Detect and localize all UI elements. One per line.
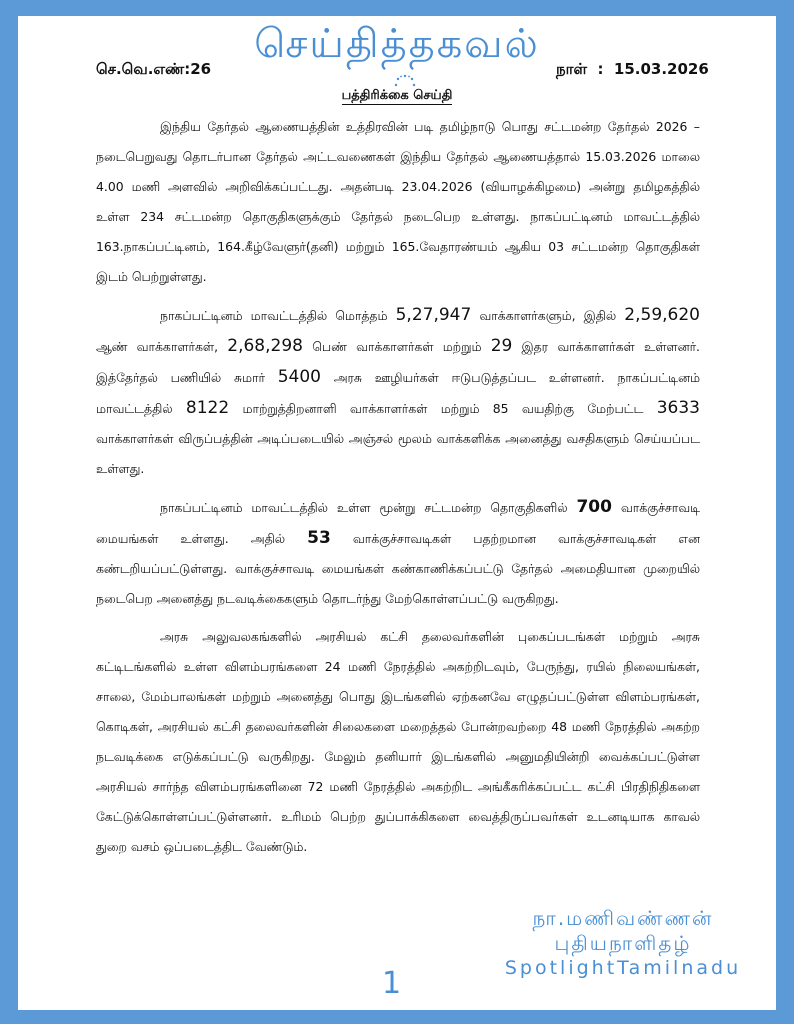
paragraph-advertisements: அரசு அலுவலகங்களில் அரசியல் கட்சி தலைவர்களின் புகைப்படங்கள் மற்றும் அரசு கட்டிடங்களில் உள்ள விளம்பரங்களை 24 மணி நேரத்தில் அகற்றிடவும், பேருந்து, ரயில் நிலையங்கள், சாலை, மேம்பாலங்கள் மற்றும் அனைத்து பொது இடங்களில் ஏற்கனவே எழுதப்பட்டுள்ள விளம்பரங்கள், கொடிகள், அரசியல் கட்சி தலைவர்களின் சிலைகளை மறைத்தல் போன்றவற்றை 48 மணி நேரத்தில் அகற்ற நடவடிக்கை எடுக்கப்பட்டு வருகிறது. மேலும் தனியார் இடங்களில் அனுமதியின்றி வைக்கப்பட்டுள்ள அரசியல் சார்ந்த விளம்பரங்களினை 72 மணி நேரத்தில் அகற்றிட அங்கீகரிக்கப்பட்ட கட்சி பிரதிநிதிகளை கேட்டுக்கொள்ளப்பட்டுள்ளனர். உரிமம் பெற்ற துப்பாக்கிகளை வைத்திருப்பவர்கள் உடனடியாக காவல் துறை வசம் ஒப்படைத்திட வேண்டும். — [96, 629, 700, 854]
release-heading — [18, 88, 776, 104]
brand-watermark: SpotlightTamilnadu — [504, 957, 742, 979]
voters-text: பெண் வாக்காளர்கள் மற்றும் — [302, 339, 491, 354]
sparkle-icon — [394, 74, 416, 88]
senior-voters-count: 3633 — [656, 398, 700, 418]
paragraph-schedule: இந்திய தேர்தல் ஆணையத்தின் உத்திரவின் படி தமிழ்நாடு பொது சட்டமன்ற தேர்தல் 2026 – நடைபெறுவது தொடர்பான தேர்தல் அட்டவணைகள் இந்திய தேர்தல் ஆணையத்தால் 15.03.2026 மாலை 4.00 மணி அளவில் அறிவிக்கப்பட்டது. அதன்படி 23.04.2026 (வியாழக்கிழமை) அன்று தமிழகத்தில் உள்ள 234 சட்டமன்ற தொகுதிகளுக்கும் தேர்தல் நடைபெற உள்ளது. நாகப்பட்டினம் மாவட்டத்தில் 163.நாகப்பட்டினம், 164.கீழ்வேளுர்(தனி) மற்றும் 165.வேதாரண்யம் ஆகிய 03 சட்டமன்ற தொகுதிகள் இடம் பெற்றுள்ளது. — [96, 119, 700, 284]
page-number: 1 — [382, 966, 402, 1001]
male-voters-count: 2,59,620 — [624, 305, 700, 325]
sensitive-stations-count: 53 — [307, 528, 331, 548]
paragraph-polling-stations — [96, 492, 700, 614]
staff-count: 5400 — [277, 367, 321, 387]
voters-text: ஆண் வாக்காளர்கள், — [96, 339, 228, 354]
voters-text: வாக்காளர்களும், இதில் — [471, 308, 625, 323]
outlet-name: புதியநாளிதழ் — [554, 931, 692, 955]
polling-text: வாக்குச்சாவடி மையங்கள் உள்ளது. அதில் — [96, 500, 700, 546]
press-release-page — [18, 16, 776, 1010]
author-name: நா.மணிவண்ணன் — [532, 906, 714, 930]
reference-number: செ.வெ.எண்:26 — [96, 60, 212, 78]
voters-text: நாகப்பட்டினம் மாவட்டத்தில் மொத்தம் — [160, 308, 396, 323]
paragraph-voters — [96, 300, 700, 484]
voters-text: வாக்காளர்கள் விருப்பத்தின் அடிப்படையில் அஞ்சல் மூலம் வாக்களிக்க அனைத்து வசதிகளும் செய்யப்பட உள்ளது. — [96, 431, 700, 476]
banner-title: செய்தித்தகவல் — [254, 21, 540, 67]
release-heading-text: பத்திரிக்கை செய்தி — [341, 88, 453, 103]
release-date: நாள் : 15.03.2026 — [556, 60, 709, 78]
female-voters-count: 2,68,298 — [227, 336, 303, 356]
voters-text: மாற்றுத்திறனாளி வாக்காளர்கள் மற்றும் 85 வயதிற்கு மேற்பட்ட — [229, 401, 657, 416]
polling-text: நாகப்பட்டினம் மாவட்டத்தில் உள்ள மூன்று சட்டமன்ற தொகுதிகளில் — [160, 500, 577, 515]
signature-block — [488, 906, 758, 981]
voters-text: இதர வாக்காளர்கள் உள்ளனர். இத்தேர்தல் பணியில் சுமார் — [96, 339, 700, 385]
polling-text: வாக்குச்சாவடிகள் பதற்றமான வாக்குச்சாவடிகள் என கண்டறியப்பட்டுள்ளது. வாக்குச்சாவடி மையங்கள் கண்காணிக்கப்பட்டு தேர்தல் அமைதியான முறையில் நடைபெற அனைத்து நடவடிக்கைகளும் தொடர்ந்து மேற்கொள்ளப்பட்டு வருகிறது. — [96, 531, 700, 606]
release-body — [96, 112, 700, 870]
other-voters-count: 29 — [490, 336, 513, 356]
voters-text: அரசு ஊழியர்கள் ஈடுபடுத்தப்பட உள்ளனர். நாகப்பட்டினம் மாவட்டத்தில் — [96, 370, 700, 416]
disabled-voters-count: 8122 — [185, 398, 230, 418]
polling-stations-count: 700 — [576, 497, 612, 517]
total-voters-count: 5,27,947 — [395, 305, 472, 325]
